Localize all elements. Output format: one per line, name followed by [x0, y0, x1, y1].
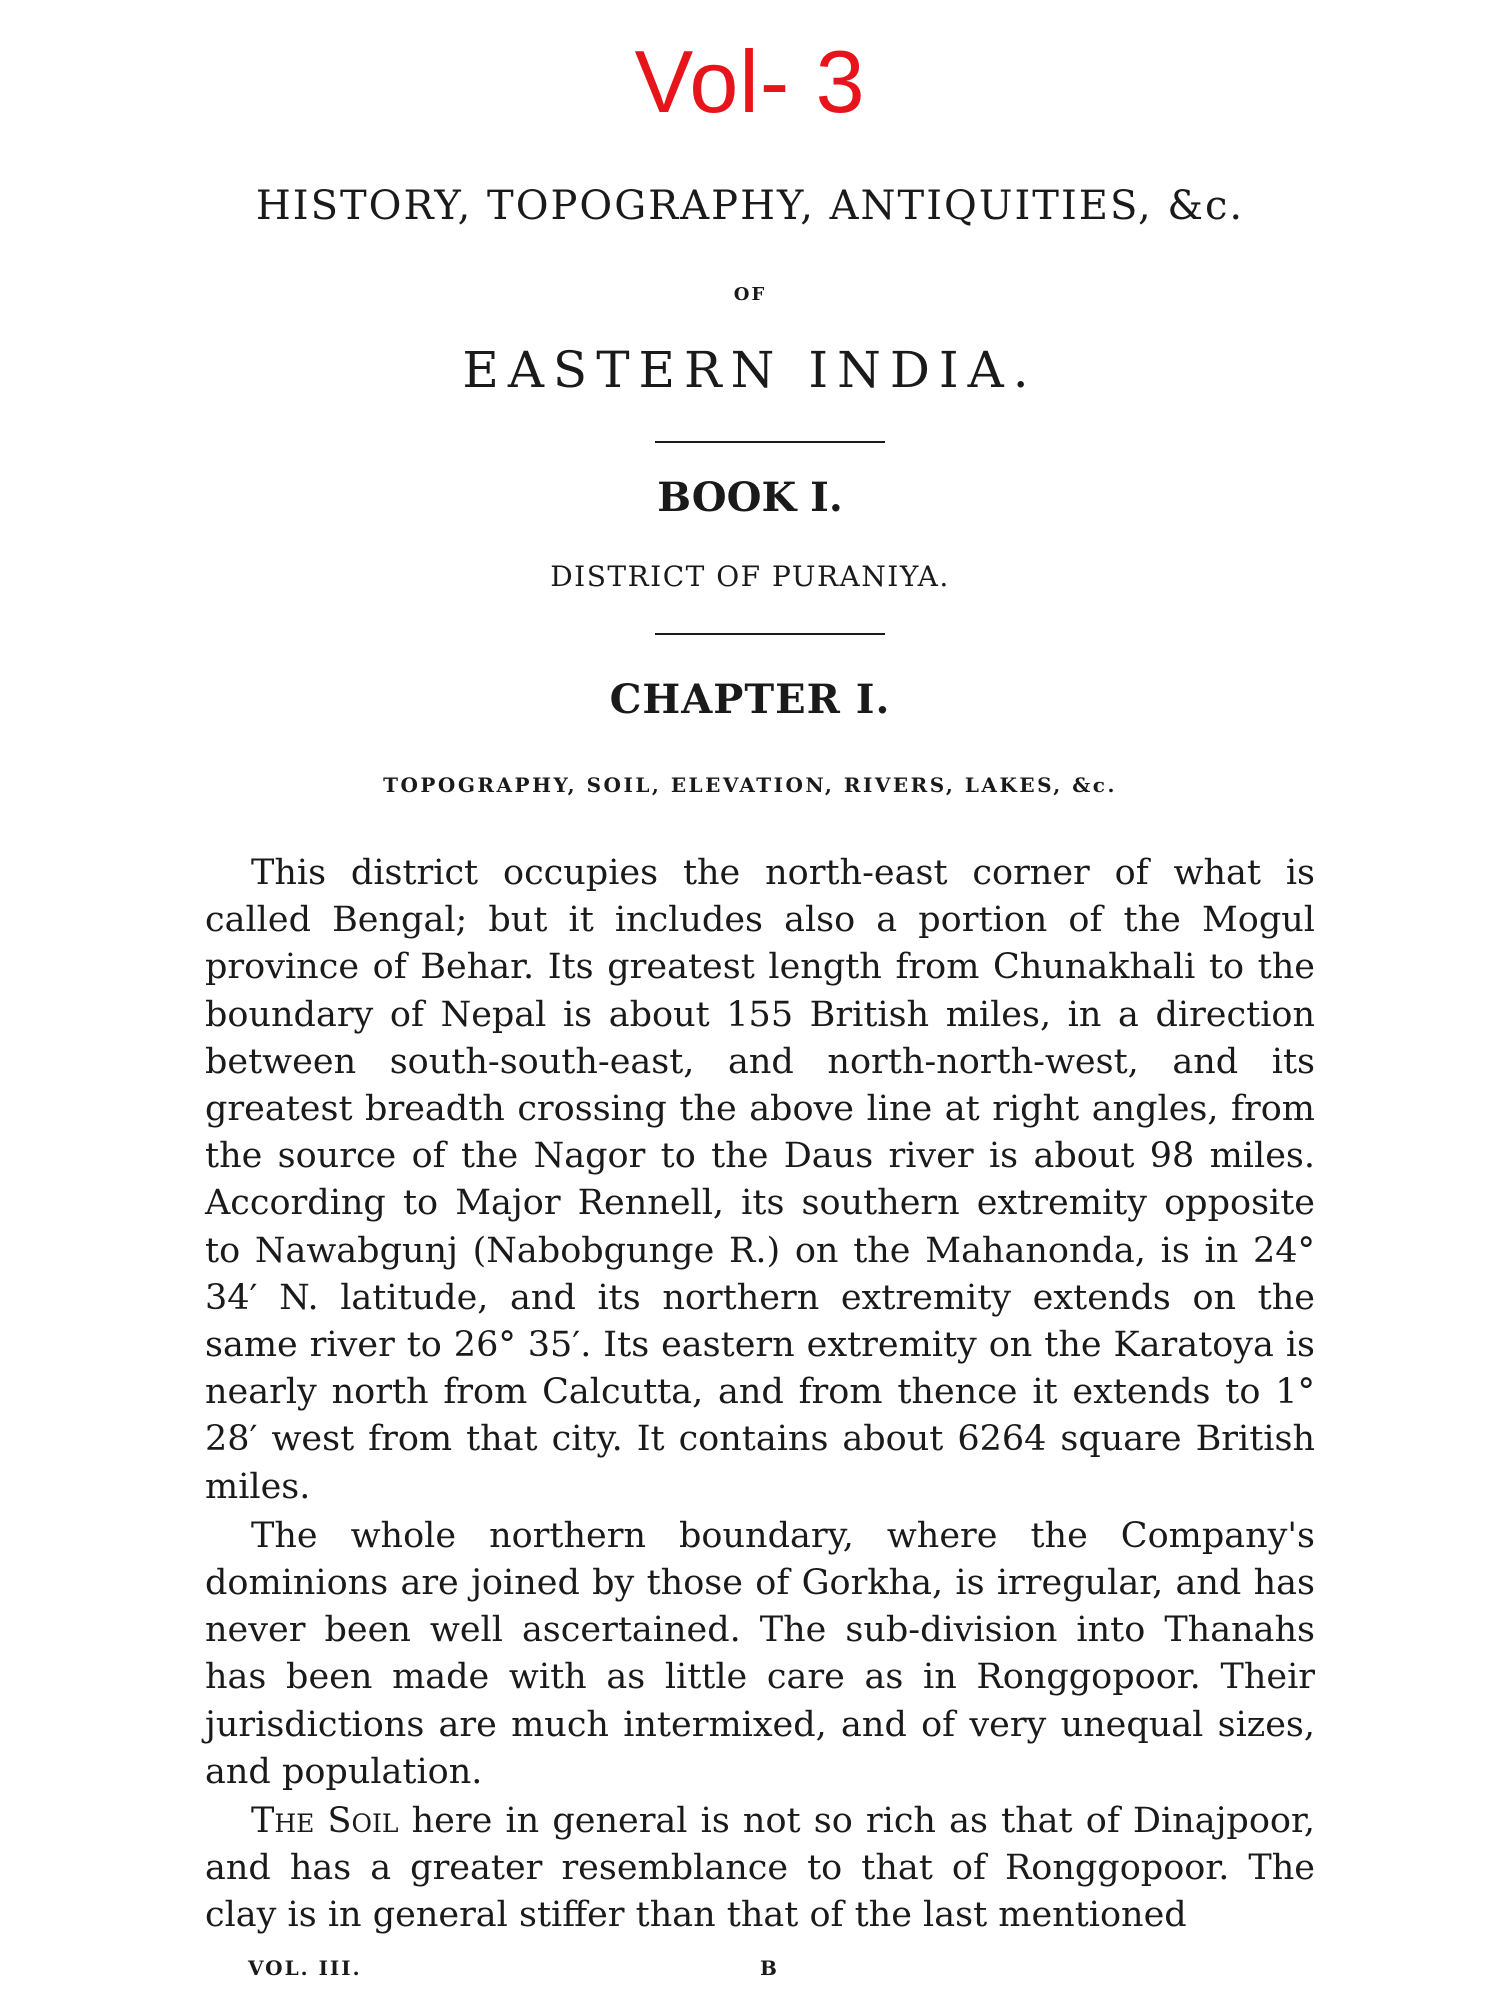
body-text: [205, 850, 1315, 1942]
paragraph: [205, 1798, 1315, 1940]
paragraph: This district occupies the north-east corner of what is called Bengal; but it includes also a portion of the Mogul province of Behar. Its greatest length from Chunakhali to the boundary of Nepal is about 155 British miles, in a direction between south-south-east, and north-north-west, and its greatest breadth crossing the above line at right angles, from the source of the Nagor to the Daus river is about 98 miles. According to Major Rennell, its southern extremity opposite to Nawabgunj (Nabobgunge R.) on the Mahanonda, is in 24° 34′ N. latitude, and its northern extremity extends on the same river to 26° 35′. Its eastern extremity on the Karatoya is nearly north from Calcutta, and from thence it extends to 1° 28′ west from that city. It contains about 6264 square British miles.: [205, 853, 1315, 1507]
book-title: HISTORY, TOPOGRAPHY, ANTIQUITIES, &c.: [255, 183, 1245, 229]
footer-volume: VOL. III.: [248, 1956, 362, 1980]
book-number: BOOK I.: [657, 474, 843, 521]
chapter-title: CHAPTER I.: [609, 676, 891, 723]
divider-rule: [655, 441, 885, 443]
paragraph-text: here in general is not so rich as that of Dinajpoor, and has a greater resemblance to that of Ronggopoor. The clay is in general stiffer than that of the last mentioned: [205, 1801, 1315, 1936]
of-label: OF: [733, 284, 767, 305]
region-title: EASTERN INDIA.: [462, 341, 1038, 399]
footer-signature: B: [760, 1956, 779, 1980]
paragraph: The whole northern boundary, where the Company's dominions are joined by those of Gorkha, is irregular, and has never been well ascertained. The sub-division into Thanahs has been made with as little care as in Ronggopoor. Their jurisdictions are much intermixed, and of very unequal sizes, and population.: [205, 1515, 1315, 1792]
district-title: DISTRICT OF PURANIYA.: [550, 560, 950, 593]
divider-rule: [655, 633, 885, 635]
paragraph-lead: The Soil: [251, 1801, 399, 1842]
volume-label: Vol- 3: [634, 32, 866, 131]
section-subtitle: TOPOGRAPHY, SOIL, ELEVATION, RIVERS, LAKES, &c.: [383, 773, 1117, 797]
